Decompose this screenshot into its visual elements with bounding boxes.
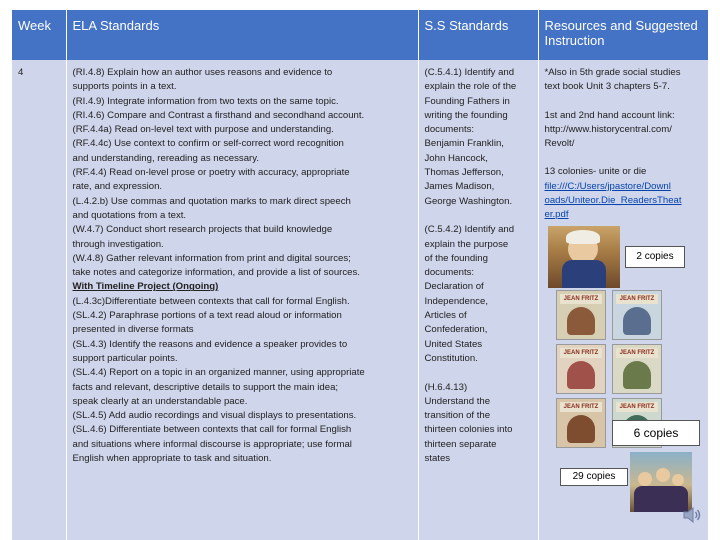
- readers-theater-link-3[interactable]: er.pdf: [544, 209, 569, 221]
- ela-standard-line: and quotations from a text.: [72, 209, 187, 221]
- ss-standard-line: documents:: [424, 267, 475, 279]
- account-url-line-1: http://www.historycentral.com/: [544, 123, 672, 135]
- book-cover-portrait-image: [548, 226, 620, 288]
- ss-standards-cell: [418, 60, 538, 540]
- ss-standard-line: James Madison,: [424, 181, 495, 193]
- ela-standard-line: facts and relevant, descriptive details to support the main idea;: [72, 381, 339, 393]
- ela-standard-line: support particular points.: [72, 352, 178, 364]
- ss-standard-line: Founding Fathers in: [424, 95, 510, 107]
- ela-standard-line: supports points in a text.: [72, 81, 177, 93]
- week-number: 4: [12, 60, 66, 540]
- book-title: JEAN FRITZ: [616, 294, 658, 304]
- ss-standard-line: writing the founding: [424, 109, 508, 121]
- ela-standard-line: (RF.4.4a) Read on-level text with purpose and understanding.: [72, 124, 334, 136]
- ss-standard-line: explain the purpose: [424, 238, 509, 250]
- ss-standard-line: explain the role of the: [424, 81, 517, 93]
- ss-standard-line: Declaration of: [424, 281, 484, 293]
- ela-standard-line: (SL.4.2) Paraphrase portions of a text read aloud or information: [72, 310, 342, 322]
- account-link-label: 1st and 2nd hand account link:: [544, 109, 675, 121]
- ss-standard-c542: [425, 223, 534, 366]
- ela-standard-line: and understanding, rereading as necessary.: [72, 152, 259, 164]
- header-ela: ELA Standards: [66, 10, 418, 60]
- ela-standard-line: take notes and categorize information, and provide a list of sources.: [72, 267, 360, 279]
- ss-standard-line: Articles of: [424, 310, 467, 322]
- ela-standard-line: (RF.4.4c) Use context to confirm or self-correct word recognition: [72, 138, 344, 150]
- book-title: JEAN FRITZ: [560, 294, 602, 304]
- book-cover-image: [556, 290, 606, 340]
- book-title: JEAN FRITZ: [560, 402, 602, 412]
- speaker-icon[interactable]: [681, 504, 703, 526]
- book-cover-image: [556, 398, 606, 448]
- ela-standard-line: (RI.4.9) Integrate information from two texts on the same topic.: [72, 95, 339, 107]
- ss-standard-line: Benjamin Franklin,: [424, 138, 504, 150]
- resources-note-line-1: *Also in 5th grade social studies: [544, 67, 681, 78]
- readers-theater-link-1[interactable]: file:///C:/Users/jpastore/Downl: [544, 180, 671, 192]
- header-week: Week: [12, 10, 66, 60]
- account-url-line-2: Revolt/: [544, 138, 575, 150]
- ss-standard-line: (H.6.4.13): [424, 381, 468, 393]
- book-title: JEAN FRITZ: [616, 402, 658, 412]
- ss-standard-line: (C.5.4.1) Identify and: [424, 67, 515, 78]
- ela-standards-cell: [66, 60, 418, 540]
- ss-standard-line: of the founding: [424, 252, 488, 264]
- ela-standard-line: (SL.4.5) Add audio recordings and visual displays to presentations.: [72, 410, 357, 422]
- ss-standard-line: United States: [424, 338, 483, 350]
- ss-standard-line: Independence,: [424, 295, 488, 307]
- header-resources: Resources and Suggested Instruction: [538, 10, 708, 60]
- book-cover-illustration-image: [630, 452, 692, 512]
- readers-theater-link-2[interactable]: oads/Uniteor.Die_ReadersTheat: [544, 195, 682, 207]
- book-cover-image: [556, 344, 606, 394]
- copies-badge-29: 29 copies: [560, 468, 628, 486]
- ss-standard-line: Confederation,: [424, 324, 488, 336]
- ss-standard-c541: [425, 66, 534, 209]
- colonies-label: 13 colonies- unite or die: [544, 166, 647, 178]
- ela-standard-line: (W.4.8) Gather relevant information from print and digital sources;: [72, 252, 351, 264]
- ela-standard-line: and situations where informal discourse is appropriate; use formal: [72, 438, 352, 450]
- ela-standard-line: through investigation.: [72, 238, 164, 250]
- ss-standard-line: (C.5.4.2) Identify and: [424, 224, 515, 236]
- ela-standard-line: rate, and expression.: [72, 181, 163, 193]
- ela-standard-line: (SL.4.4) Report on a topic in an organized manner, using appropriate: [72, 367, 365, 379]
- ela-standard-line: presented in diverse formats: [72, 324, 194, 336]
- ela-standard-line: English when appropriate to task and situation.: [72, 453, 272, 465]
- ela-standard-line: (RI.4.6) Compare and Contrast a firsthand and secondhand account.: [72, 109, 365, 121]
- ss-standard-line: Constitution.: [424, 352, 478, 364]
- ela-standard-line: (W.4.7) Conduct short research projects that build knowledge: [72, 224, 333, 236]
- ss-standard-line: thirteen colonies into: [424, 424, 513, 436]
- ela-standard-line: (L.4.2.b) Use commas and quotation marks to mark direct speech: [72, 195, 351, 207]
- ss-standard-line: thirteen separate: [424, 438, 497, 450]
- ss-standard-line: transition of the: [424, 410, 491, 422]
- ss-standard-line: Thomas Jefferson,: [424, 167, 504, 179]
- ss-standard-line: Understand the: [424, 395, 491, 407]
- ela-standards-list: [73, 66, 414, 466]
- ela-standard-line: (SL.4.6) Differentiate between contexts that call for formal English: [72, 424, 352, 436]
- copies-badge-2: 2 copies: [625, 246, 685, 268]
- resources-note-line-2: text book Unit 3 chapters 5-7.: [544, 81, 670, 93]
- ss-standard-line: George Washington.: [424, 195, 513, 207]
- book-title: JEAN FRITZ: [616, 348, 658, 358]
- ss-standard-line: documents:: [424, 124, 475, 136]
- ss-standard-line: states: [424, 453, 451, 465]
- ela-standard-line: (RI.4.8) Explain how an author uses reasons and evidence to: [72, 67, 333, 78]
- ela-standard-line: (L.4.3c)Differentiate between contexts that call for formal English.: [72, 295, 350, 307]
- ela-standard-line: speak clearly at an understandable pace.: [72, 395, 248, 407]
- header-ss: S.S Standards: [418, 10, 538, 60]
- copies-badge-6: 6 copies: [612, 420, 700, 446]
- book-cover-image: [612, 344, 662, 394]
- ss-standard-line: John Hancock,: [424, 152, 488, 164]
- header-row: [12, 10, 708, 60]
- ela-standard-line: (SL.4.3) Identify the reasons and evidence a speaker provides to: [72, 338, 348, 350]
- ss-standard-h6413: [425, 381, 534, 467]
- ela-standard-line: (RF.4.4) Read on-level prose or poetry with accuracy, appropriate: [72, 167, 350, 179]
- timeline-project-note: With Timeline Project (Ongoing): [72, 281, 219, 293]
- book-title: JEAN FRITZ: [560, 348, 602, 358]
- book-cover-image: [612, 290, 662, 340]
